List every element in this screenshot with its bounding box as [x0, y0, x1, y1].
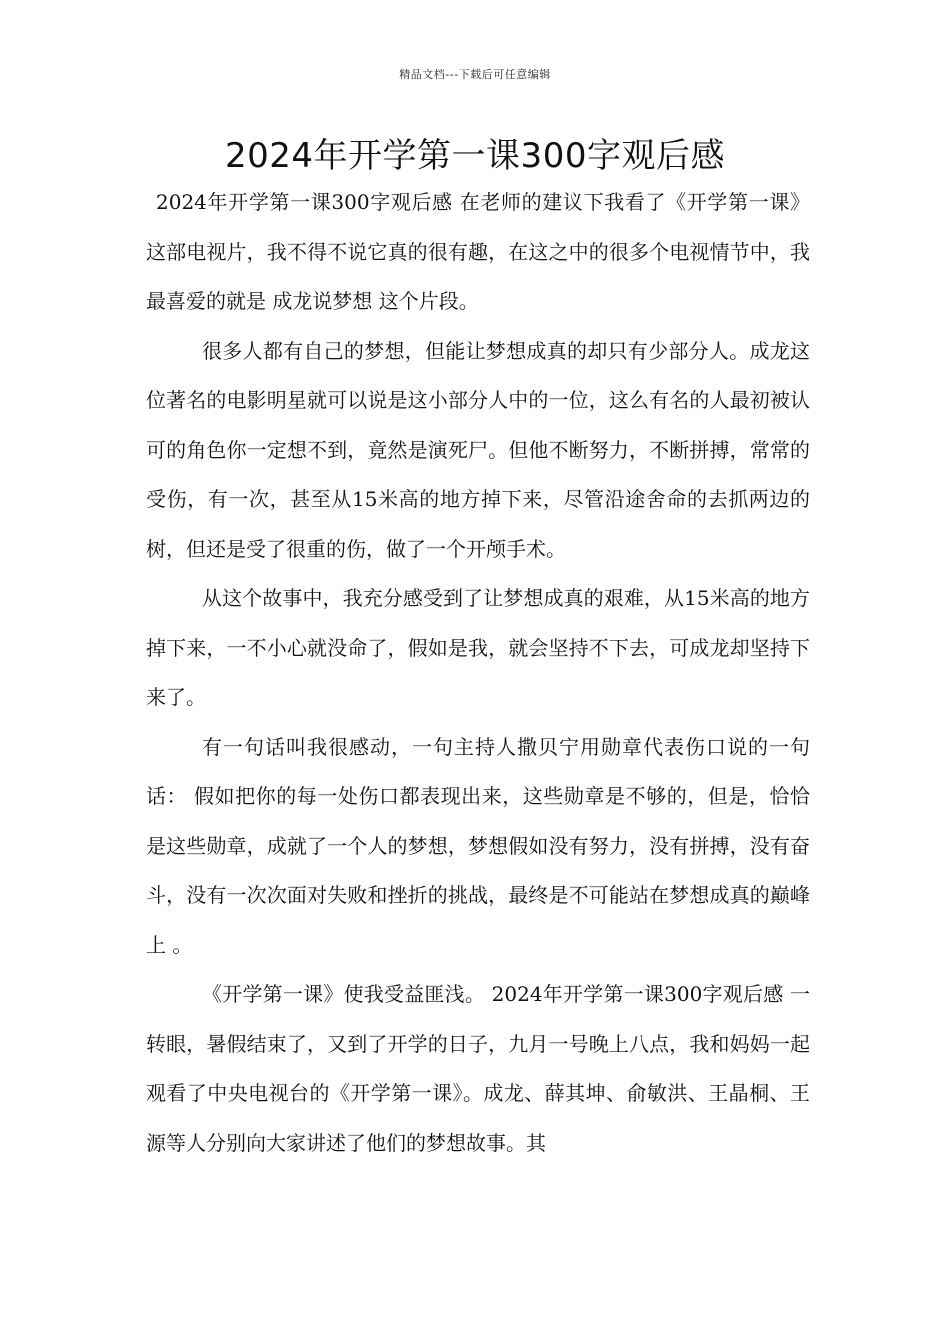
paragraph-5: 《开学第一课》使我受益匪浅。 2024年开学第一课300字观后感 一转眼，暑假结束了，又到了开学的日子，九月一号晚上八点，我和妈妈一起观看了中央电视台的《开学第一课》。成龙、薛其坤、俞敏洪、王晶桐、王源等人分别向大家讲述了他们的梦想故事。其 — [146, 982, 810, 1155]
paragraph-4: 有一句话叫我很感动，一句主持人撒贝宁用勋章代表伤口说的一句话： 假如把你的每一处伤口都表现出来，这些勋章是不够的，但是，恰恰是这些勋章，成就了一个人的梦想，梦想假如没有努力，没有拼搏，没有奋斗，没有一次次面对失败和挫折的挑战，最终是不可能站在梦想成真的巅峰上 。 — [146, 734, 810, 957]
paragraph-3: 从这个故事中，我充分感受到了让梦想成真的艰难，从15米高的地方掉下来，一不小心就没命了，假如是我，就会坚持不下去，可成龙却坚持下来了。 — [146, 586, 810, 709]
paragraph-1: 2024年开学第一课300字观后感 在老师的建议下我看了《开学第一课》这部电视片，我不得不说它真的很有趣，在这之中的很多个电视情节中，我最喜爱的就是 成龙说梦想 这个片段。 — [146, 190, 810, 313]
document-body — [146, 178, 810, 1168]
paragraph-2: 很多人都有自己的梦想，但能让梦想成真的却只有少部分人。成龙这位著名的电影明星就可以说是这小部分人中的一位，这么有名的人最初被认可的角色你一定想不到，竟然是演死尸。但他不断努力，不断拼搏，常常的受伤，有一次，甚至从15米高的地方掉下来，尽管沿途舍命的去抓两边的树，但还是受了很重的伤，做了一个开颅手术。 — [146, 338, 810, 561]
page-header: 精品文档---下载后可任意编辑 — [399, 68, 551, 81]
document-title: 2024年开学第一课300字观后感 — [225, 136, 725, 176]
